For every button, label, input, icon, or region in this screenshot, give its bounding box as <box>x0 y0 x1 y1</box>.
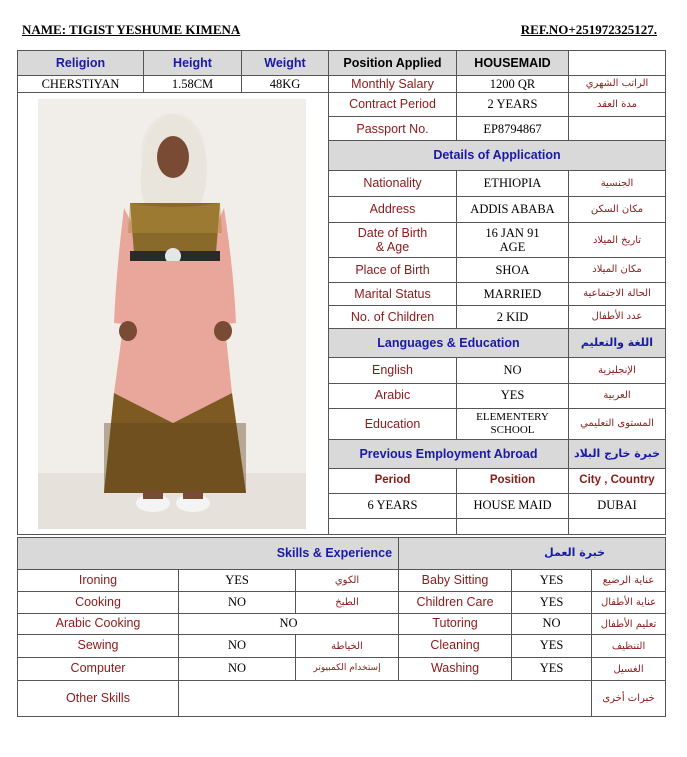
birthplace-label: Place of Birth <box>329 258 457 282</box>
position-value: HOUSEMAID <box>457 51 569 76</box>
dob-value: 16 JAN 91 AGE <box>457 223 569 258</box>
birthplace-value: SHOA <box>457 258 569 282</box>
arabic-value: YES <box>457 383 569 408</box>
children-label: No. of Children <box>329 305 457 328</box>
children-value: 2 KID <box>457 305 569 328</box>
reference-number: REF.NO+251972325127. <box>520 22 657 37</box>
skill-cooking-ar: الطبخ <box>296 592 399 614</box>
other-skills-ar: خبرات أخرى <box>592 681 666 717</box>
skill-childrencare-ar: عناية الأطفال <box>592 592 666 614</box>
skill-cooking-label: Cooking <box>18 592 179 614</box>
skill-cleaning-label: Cleaning <box>399 635 512 658</box>
nationality-ar: الجنسية <box>569 170 666 196</box>
religion-value: CHERSTIYAN <box>18 76 144 93</box>
skill-cleaning-ar: التنظيف <box>592 635 666 658</box>
weight-label: Weight <box>242 51 329 76</box>
languages-title-ar: اللغة والتعليم <box>569 329 666 358</box>
skill-arabiccooking-label: Arabic Cooking <box>18 614 179 635</box>
photo-image <box>18 93 327 534</box>
skills-title-ar: خبرة العمل <box>399 538 666 570</box>
languages-title: Languages & Education <box>329 329 569 358</box>
skill-sewing-label: Sewing <box>18 635 179 658</box>
skill-babysitting-label: Baby Sitting <box>399 570 512 592</box>
employment-period: 6 YEARS <box>329 493 457 518</box>
country-header: City , Country <box>569 469 666 493</box>
skill-computer-label: Computer <box>18 658 179 681</box>
applicant-name: NAME: TIGIST YESHUME KIMENA <box>22 22 241 37</box>
skill-arabiccooking-value: NO <box>179 614 399 635</box>
skill-washing-ar: الغسيل <box>592 658 666 681</box>
passport-label: Passport No. <box>329 117 457 141</box>
passport-value: EP8794867 <box>457 117 569 141</box>
skill-washing-value: YES <box>512 658 592 681</box>
skill-babysitting-ar: عناية الرضيع <box>592 570 666 592</box>
address-label: Address <box>329 196 457 222</box>
education-value: ELEMENTERY SCHOOL <box>457 408 569 439</box>
marital-ar: الحالة الاجتماعية <box>569 282 666 305</box>
employment-position: HOUSE MAID <box>457 493 569 518</box>
skill-cleaning-value: YES <box>512 635 592 658</box>
marital-value: MARRIED <box>457 282 569 305</box>
english-label: English <box>329 358 457 383</box>
application-table <box>17 50 666 535</box>
other-skills-label: Other Skills <box>18 681 179 717</box>
skills-table <box>17 537 666 717</box>
address-value: ADDIS ABABA <box>457 196 569 222</box>
nationality-value: ETHIOPIA <box>457 170 569 196</box>
other-skills-value <box>179 681 592 717</box>
skill-computer-value: NO <box>179 658 296 681</box>
dob-label: Date of Birth & Age <box>329 223 457 258</box>
applicant-photo <box>18 93 329 535</box>
employment-country: DUBAI <box>569 493 666 518</box>
skill-babysitting-value: YES <box>512 570 592 592</box>
education-ar: المستوى التعليمي <box>569 408 666 439</box>
contract-value: 2 YEARS <box>457 93 569 117</box>
position-label: Position Applied <box>329 51 457 76</box>
skill-washing-label: Washing <box>399 658 512 681</box>
skill-cooking-value: NO <box>179 592 296 614</box>
details-title: Details of Application <box>329 141 666 170</box>
skills-title: Skills & Experience <box>18 538 399 570</box>
contract-label: Contract Period <box>329 93 457 117</box>
skill-ironing-value: YES <box>179 570 296 592</box>
skill-ironing-ar: الكوي <box>296 570 399 592</box>
contract-ar: مدة العقد <box>569 93 666 117</box>
nationality-label: Nationality <box>329 170 457 196</box>
skill-tutoring-label: Tutoring <box>399 614 512 635</box>
skill-childrencare-value: YES <box>512 592 592 614</box>
dob-ar: تاريخ الميلاد <box>569 223 666 258</box>
height-label: Height <box>144 51 242 76</box>
salary-ar: الراتب الشهري <box>569 76 666 93</box>
marital-label: Marital Status <box>329 282 457 305</box>
position-header: Position <box>457 469 569 493</box>
birthplace-ar: مكان الميلاد <box>569 258 666 282</box>
skill-tutoring-value: NO <box>512 614 592 635</box>
employment-title: Previous Employment Abroad <box>329 440 569 469</box>
salary-value: 1200 QR <box>457 76 569 93</box>
skill-sewing-value: NO <box>179 635 296 658</box>
employment-title-ar: خبرة خارج البلاد <box>569 440 666 469</box>
english-value: NO <box>457 358 569 383</box>
education-label: Education <box>329 408 457 439</box>
arabic-ar: العربية <box>569 383 666 408</box>
salary-label: Monthly Salary <box>329 76 457 93</box>
skill-computer-ar: إستخدام الكمبيوتر <box>296 658 399 681</box>
english-ar: الإنجليزية <box>569 358 666 383</box>
skill-tutoring-ar: تعليم الأطفال <box>592 614 666 635</box>
skill-childrencare-label: Children Care <box>399 592 512 614</box>
period-header: Period <box>329 469 457 493</box>
arabic-label: Arabic <box>329 383 457 408</box>
skill-ironing-label: Ironing <box>18 570 179 592</box>
children-ar: عدد الأطفال <box>569 305 666 328</box>
height-value: 1.58CM <box>144 76 242 93</box>
weight-value: 48KG <box>242 76 329 93</box>
skill-sewing-ar: الخياطة <box>296 635 399 658</box>
religion-label: Religion <box>18 51 144 76</box>
address-ar: مكان السكن <box>569 196 666 222</box>
